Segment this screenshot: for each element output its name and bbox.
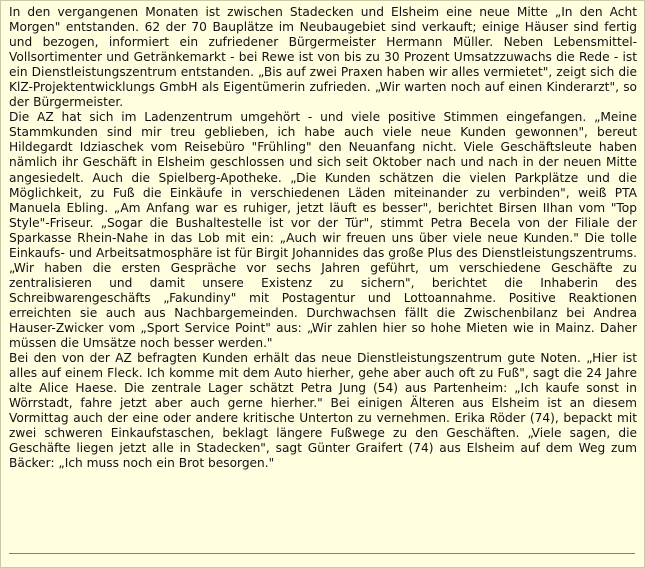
article-body (9, 5, 637, 471)
article-paragraph-1: In den vergangenen Monaten ist zwischen Stadecken und Elsheim eine neue Mitte „In den Acht Morgen" entstanden. 62 der 70 Bauplätze im Neubaugebiet sind verkauft; einige Häuser sind fertig und bezogen, informiert ein zufriedener Bürgermeister Hermann Müller. Neben Lebensmittel-Vollsortimenter und Getränkemarkt - bei Rewe ist von bis zu 30 Prozent Umsatzzuwachs die Rede - ist ein Dienstleistungszentrum entstanden. „Bis auf zwei Praxen haben wir alles vermietet", zeigt sich die KlZ-Projektentwicklungs GmbH als Eigentümerin zufrieden. „Wir warten noch auf einen Kinderarzt", so der Bürgermeister. (9, 5, 637, 110)
bottom-divider (9, 553, 635, 554)
article-paragraph-2: Die AZ hat sich im Ladenzentrum umgehört - und viele positive Stimmen eingefangen. „Meine Stammkunden sind mir treu geblieben, ich habe auch viele neue Kunden gewonnen", bereut Hildegardt Idziaschek vom Reisebüro "Frühling" den Neuanfang nicht. Viele Geschäftsleute haben nämlich ihr Geschäft in Elsheim geschlossen und sich seit Oktober nach und nach in der neuen Mitte angesiedelt. Auch die Spielberg-Apotheke. „Die Kunden schätzen die vielen Parkplätze und die Möglichkeit, zu Fuß die Einkäufe in verschiedenen Läden miteinander zu verbinden", weiß PTA Manuela Ebling. „Am Anfang war es ruhiger, jetzt läuft es besser", berichtet Birsen IIhan vom "Top Style"-Friseur. „Sogar die Bushaltestelle ist vor der Tür", stimmt Petra Becela von der Filiale der Sparkasse Rhein-Nahe in das Lob mit ein: „Auch wir freuen uns über viele neue Kunden." Die tolle Einkaufs- und Arbeitsatmosphäre ist für Birgit Johannides das große Plus des Dienstleistungszentrums. „Wir haben die ersten Gespräche vor sechs Jahren geführt, um verschiedene Geschäfte zu zentralisieren und damit unsere Existenz zu sichern", berichtet die Inhaberin des Schreibwarengeschäfts „Fakundiny" mit Postagentur und Lottoannahme. Positive Reaktionen erreichten sie auch aus Nachbargemeinden. Durchwachsen fällt die Zwischenbilanz bei Andrea Hauser-Zwicker vom „Sport Service Point" aus: „Wir zahlen hier so hohe Mieten wie in Mainz. Daher müssen die Umsätze noch besser werden." (9, 110, 637, 351)
article-paragraph-3: Bei den von der AZ befragten Kunden erhält das neue Dienstleistungszentrum gute Noten. „Hier ist alles auf einem Fleck. Ich komme mit dem Auto hierher, gehe aber auch oft zu Fuß", sagt die 24 Jahre alte Alice Haese. Die zentrale Lager schätzt Petra Jung (54) aus Partenheim: „Ich kaufe sonst in Wörrstadt, fahre jetzt aber auch gerne hierher." Bei einigen Älteren aus Elsheim ist an diesem Vormittag auch der eine oder andere kritische Unterton zu vernehmen. Erika Röder (74), bepackt mit zwei schweren Einkaufstaschen, beklagt längere Fußwege zu den Geschäften. „Viele sagen, die Geschäfte liegen jetzt alle in Stadecken", sagt Günter Graifert (74) aus Elsheim auf dem Weg zum Bäcker: „Ich muss noch ein Brot besorgen." (9, 351, 637, 471)
